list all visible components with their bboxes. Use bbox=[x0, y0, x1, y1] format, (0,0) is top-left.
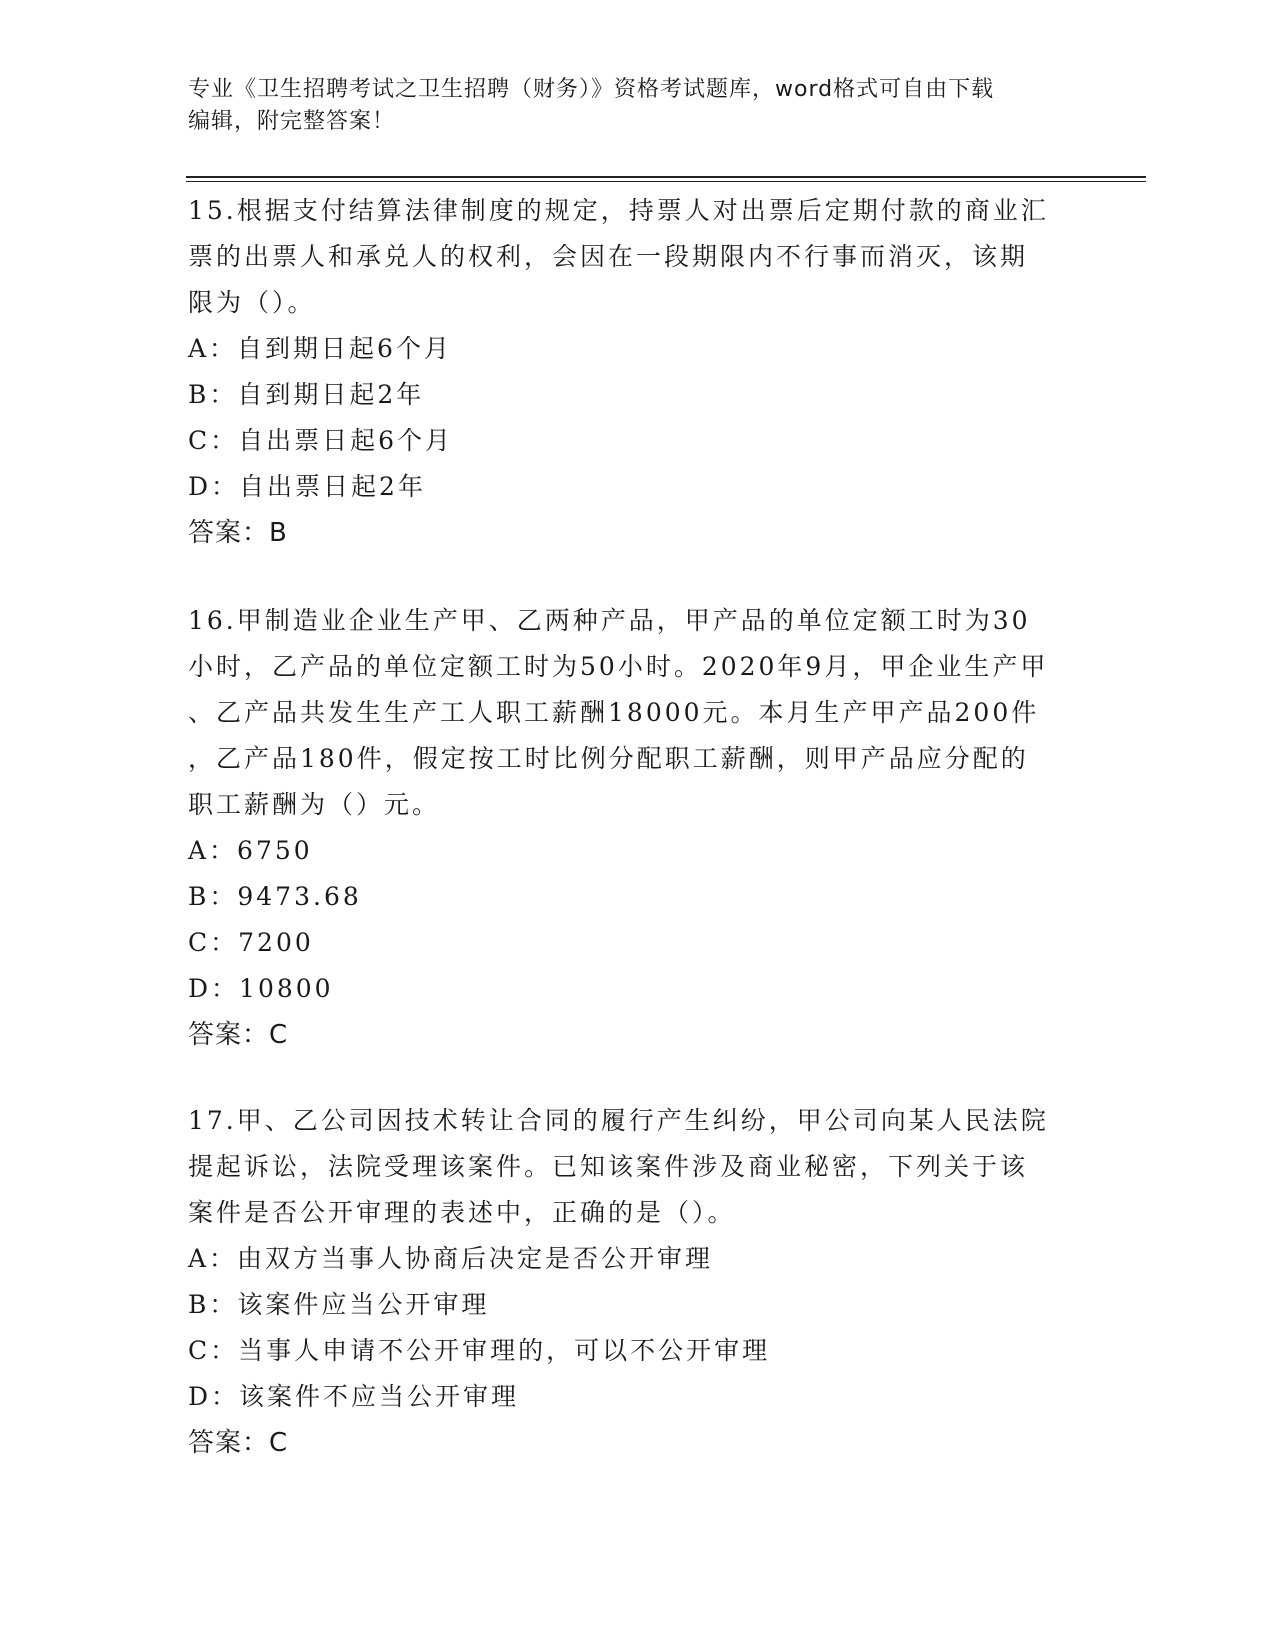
question-stem-line: 限为（）。 bbox=[188, 288, 316, 317]
option-b: B：9473.68 bbox=[188, 882, 362, 911]
header-line-1: 专业《卫生招聘考试之卫生招聘（财务）》资格考试题库，word格式可自由下载 bbox=[188, 77, 995, 102]
question-stem-line: 提起诉讼，法院受理该案件。已知该案件涉及商业秘密，下列关于该 bbox=[188, 1152, 1029, 1181]
question-stem-line: 案件是否公开审理的表述中，正确的是（）。 bbox=[188, 1198, 736, 1227]
answer-line: 答案：C bbox=[188, 1020, 289, 1050]
option-d: D：10800 bbox=[188, 974, 334, 1003]
question-stem-line: 16.甲制造业企业生产甲、乙两种产品，甲产品的单位定额工时为30 bbox=[188, 606, 1031, 635]
header-line-2: 编辑，附完整答案！ bbox=[188, 109, 396, 134]
document-header bbox=[188, 74, 1088, 138]
option-b: B：自到期日起2年 bbox=[188, 380, 425, 409]
option-a: A：6750 bbox=[188, 836, 313, 865]
answer-line: 答案：C bbox=[188, 1428, 289, 1458]
option-c: C：当事人申请不公开审理的，可以不公开审理 bbox=[188, 1336, 771, 1365]
option-a: A：由双方当事人协商后决定是否公开审理 bbox=[188, 1244, 714, 1273]
answer-line: 答案：B bbox=[188, 518, 288, 548]
question-stem-line: ，乙产品180件，假定按工时比例分配职工薪酬，则甲产品应分配的 bbox=[188, 744, 1029, 773]
question-stem-line: 、乙产品共发生生产工人职工薪酬18000元。本月生产甲产品200件 bbox=[188, 698, 1040, 727]
option-d: D：自出票日起2年 bbox=[188, 472, 426, 501]
option-d: D：该案件不应当公开审理 bbox=[188, 1382, 520, 1411]
question-17 bbox=[188, 1098, 1088, 1466]
question-stem-line: 17.甲、乙公司因技术转让合同的履行产生纠纷，甲公司向某人民法院 bbox=[188, 1106, 1049, 1135]
question-stem-line: 小时，乙产品的单位定额工时为50小时。2020年9月，甲企业生产甲 bbox=[188, 652, 1049, 681]
question-stem-line: 票的出票人和承兑人的权利，会因在一段期限内不行事而消灭，该期 bbox=[188, 242, 1029, 271]
question-15 bbox=[188, 188, 1088, 556]
question-16 bbox=[188, 598, 1088, 1058]
option-b: B：该案件应当公开审理 bbox=[188, 1290, 490, 1319]
header-divider bbox=[186, 176, 1146, 182]
option-c: C：自出票日起6个月 bbox=[188, 426, 454, 455]
question-stem-line: 职工薪酬为（）元。 bbox=[188, 790, 441, 819]
option-a: A：自到期日起6个月 bbox=[188, 334, 452, 363]
question-stem-line: 15.根据支付结算法律制度的规定，持票人对出票后定期付款的商业汇 bbox=[188, 196, 1049, 225]
option-c: C：7200 bbox=[188, 928, 314, 957]
